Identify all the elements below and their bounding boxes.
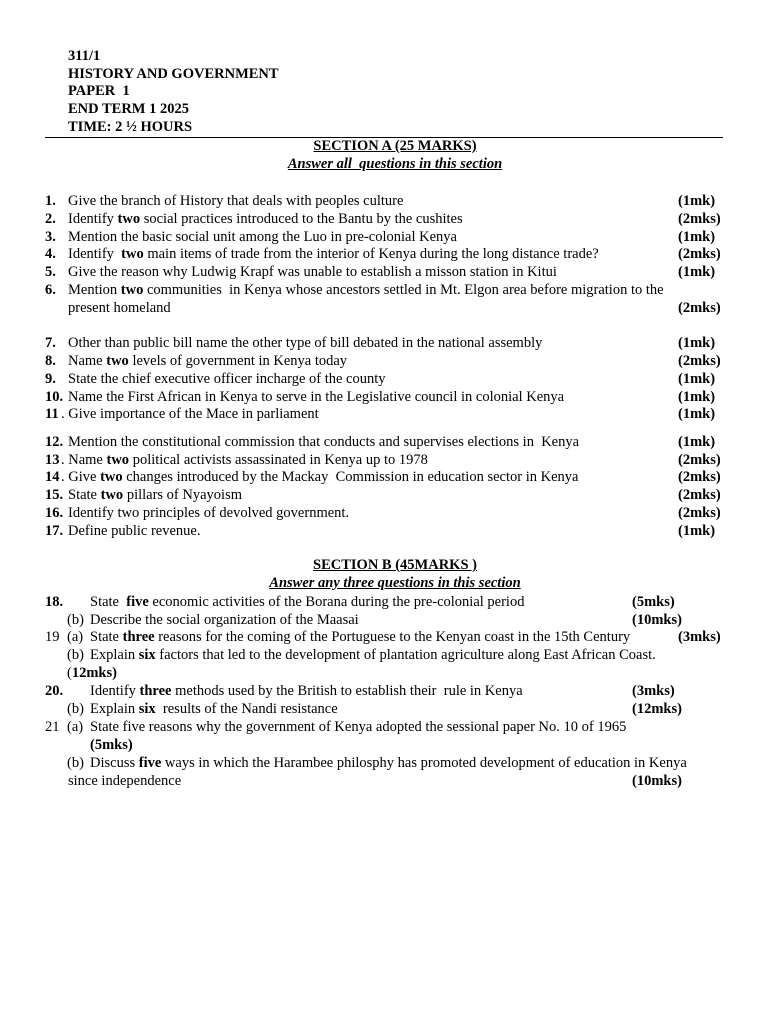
question-emphasis: two	[100, 469, 123, 485]
question-text: . Give	[61, 469, 101, 485]
question-marks: (5mks)	[632, 594, 675, 610]
question-text: communities in Kenya whose ancestors settled in Mt. Elgon area before migration to the	[143, 282, 664, 298]
question-marks: (1mk)	[678, 193, 716, 209]
question-18a	[45, 593, 725, 611]
question-text: Discuss	[90, 755, 139, 771]
question-text: political activists assassinated in Kenya up to 1978	[129, 452, 428, 468]
question-marks: (5mks)	[90, 737, 133, 753]
paper-code: 311/1	[68, 48, 101, 64]
question-text: Explain	[90, 701, 139, 717]
question-text: results of the Nandi resistance	[155, 701, 338, 717]
question-emphasis: six	[138, 701, 156, 717]
question-text: Other than public bill name the other type of bill debated in the national assembly	[68, 335, 543, 351]
question-19a	[45, 628, 725, 646]
question-number: 5.	[45, 264, 56, 280]
question-19b	[45, 646, 725, 664]
question-marks: 12mks)	[71, 665, 117, 681]
question-row	[45, 388, 725, 406]
question-row	[45, 370, 725, 388]
question-row-continued	[45, 299, 725, 317]
question-text-continued: present homeland	[68, 300, 171, 316]
question-text: Give the branch of History that deals with peoples culture	[68, 193, 404, 209]
question-number: 21	[45, 719, 60, 735]
question-text: Mention	[68, 282, 121, 298]
question-row	[45, 210, 725, 228]
question-marks: (1mk)	[678, 523, 716, 539]
question-number: 20.	[45, 683, 64, 699]
question-emphasis: two	[117, 211, 141, 227]
question-marks: (2mks)	[678, 505, 721, 521]
question-number: 11	[45, 406, 59, 422]
question-marks: (2mks)	[678, 246, 721, 262]
question-number: 7.	[45, 335, 56, 351]
part-label: (b)	[67, 701, 84, 717]
question-text: State	[90, 629, 123, 645]
part-label: (a)	[67, 719, 84, 735]
part-label: (b)	[67, 612, 84, 628]
question-text: reasons for the coming of the Portuguese to the Kenyan coast in the 15th Century	[154, 629, 631, 645]
question-18b	[45, 611, 725, 629]
question-marks: (2mks)	[678, 487, 721, 503]
question-row	[45, 468, 725, 486]
question-marks: (12mks)	[632, 701, 682, 717]
question-20b	[45, 700, 725, 718]
question-marks: (1mk)	[678, 406, 716, 422]
question-emphasis: two	[106, 353, 129, 369]
question-emphasis: five	[138, 755, 162, 771]
question-text: State	[68, 487, 101, 503]
question-row	[45, 281, 725, 299]
question-row	[45, 486, 725, 504]
question-number: 10.	[45, 389, 64, 405]
part-label: (a)	[67, 629, 84, 645]
question-marks: (10mks)	[632, 612, 682, 628]
question-text: Identify	[68, 211, 118, 227]
question-text: Give the reason why Ludwig Krapf was unable to establish a misson station in Kitui	[68, 264, 557, 280]
question-row	[45, 451, 725, 469]
question-row	[45, 433, 725, 451]
question-marks: (2mks)	[678, 211, 721, 227]
section-b-title: SECTION B (45MARKS )	[313, 557, 477, 573]
question-marks: (1mk)	[678, 434, 716, 450]
question-text: Identify	[68, 246, 122, 262]
question-21a	[45, 718, 725, 736]
question-row	[45, 352, 725, 370]
question-row	[45, 245, 725, 263]
question-emphasis: two	[120, 282, 144, 298]
question-text: levels of government in Kenya today	[128, 353, 348, 369]
subject-title: HISTORY AND GOVERNMENT	[68, 66, 279, 82]
question-number: 3.	[45, 229, 56, 245]
question-text: Mention the basic social unit among the Luo in pre-colonial Kenya	[68, 229, 457, 245]
question-row	[45, 334, 725, 352]
question-emphasis: three	[139, 683, 172, 699]
part-label: (b)	[67, 755, 84, 771]
question-text: factors that led to the development of plantation agriculture along East African Coast.	[155, 647, 656, 663]
time-allowed: TIME: 2 ½ HOURS	[68, 119, 193, 135]
question-20a	[45, 682, 725, 700]
question-text: ways in which the Harambee philosphy has promoted development of education in Kenya	[161, 755, 687, 771]
question-marks: (2mks)	[678, 300, 721, 316]
question-number: 2.	[45, 211, 56, 227]
question-text: Name the First African in Kenya to serve in the Legislative council in colonial Kenya	[68, 389, 565, 405]
question-text: main items of trade from the interior of Kenya during the long distance trade?	[143, 246, 599, 262]
question-text: changes introduced by the Mackay Commission in education sector in Kenya	[122, 469, 579, 485]
term-label: END TERM 1 2025	[68, 101, 189, 117]
question-21a-marks	[45, 736, 725, 754]
question-row	[45, 504, 725, 522]
question-text: Define public revenue.	[68, 523, 201, 539]
question-marks: (1mk)	[678, 229, 716, 245]
question-number: 15.	[45, 487, 64, 503]
question-number: 18.	[45, 594, 64, 610]
question-marks: (2mks)	[678, 452, 721, 468]
question-number: 19	[45, 629, 60, 645]
question-text: Identify	[90, 683, 140, 699]
question-text: Name	[68, 353, 107, 369]
question-marks: (2mks)	[678, 469, 721, 485]
question-number: 6.	[45, 282, 56, 298]
question-text-continued: since independence	[68, 773, 182, 789]
question-text: economic activities of the Borana during the pre-colonial period	[148, 594, 525, 610]
question-text: Mention the constitutional commission that conducts and supervises elections in Kenya	[68, 434, 580, 450]
question-marks: (1mk)	[678, 389, 716, 405]
question-marks: (1mk)	[678, 371, 716, 387]
question-text: State the chief executive officer incharge of the county	[68, 371, 386, 387]
question-emphasis: six	[138, 647, 156, 663]
section-a-title: SECTION A (25 MARKS)	[313, 138, 477, 154]
question-number: 9.	[45, 371, 56, 387]
question-text: Describe the social organization of the Maasai	[90, 612, 359, 628]
question-number: 13	[45, 452, 60, 468]
marks-open: (	[67, 665, 72, 681]
question-text: pillars of Nyayoism	[123, 487, 242, 503]
question-marks: (3mks)	[678, 629, 721, 645]
question-emphasis: three	[122, 629, 155, 645]
question-text: Identify two principles of devolved government.	[68, 505, 350, 521]
question-row	[45, 228, 725, 246]
question-row	[45, 522, 725, 540]
question-text: Explain	[90, 647, 139, 663]
question-number: 12.	[45, 434, 64, 450]
question-row	[45, 405, 725, 423]
question-text: State five reasons why the government of Kenya adopted the sessional paper No. 10 of 1965	[90, 719, 627, 735]
question-text: . Give importance of the Mace in parliament	[61, 406, 319, 422]
part-label: (b)	[67, 647, 84, 663]
question-19b-marks	[45, 664, 725, 682]
question-marks: (10mks)	[632, 773, 682, 789]
question-text: social practices introduced to the Bantu by the cushites	[140, 211, 463, 227]
section-b-instruction: Answer any three questions in this section	[269, 575, 521, 591]
question-marks: (1mk)	[678, 264, 716, 280]
question-number: 4.	[45, 246, 56, 262]
question-row	[45, 263, 725, 281]
section-a-instruction: Answer all questions in this section	[287, 156, 503, 172]
question-text: . Name	[61, 452, 107, 468]
paper-number: PAPER 1	[68, 83, 130, 99]
question-number: 14	[45, 469, 60, 485]
question-marks: (2mks)	[678, 353, 721, 369]
question-emphasis: two	[106, 452, 130, 468]
question-21b-cont	[45, 772, 725, 790]
question-21b	[45, 754, 725, 772]
question-number: 1.	[45, 193, 56, 209]
question-number: 8.	[45, 353, 56, 369]
question-number: 17.	[45, 523, 64, 539]
question-number: 16.	[45, 505, 64, 521]
question-emphasis: two	[100, 487, 124, 503]
question-marks: (3mks)	[632, 683, 675, 699]
question-emphasis: five	[126, 594, 149, 610]
question-emphasis: two	[121, 246, 144, 262]
question-marks: (1mk)	[678, 335, 716, 351]
question-row	[45, 192, 725, 210]
question-text: methods used by the British to establish their rule in Kenya	[171, 683, 523, 699]
question-text: State	[90, 594, 127, 610]
